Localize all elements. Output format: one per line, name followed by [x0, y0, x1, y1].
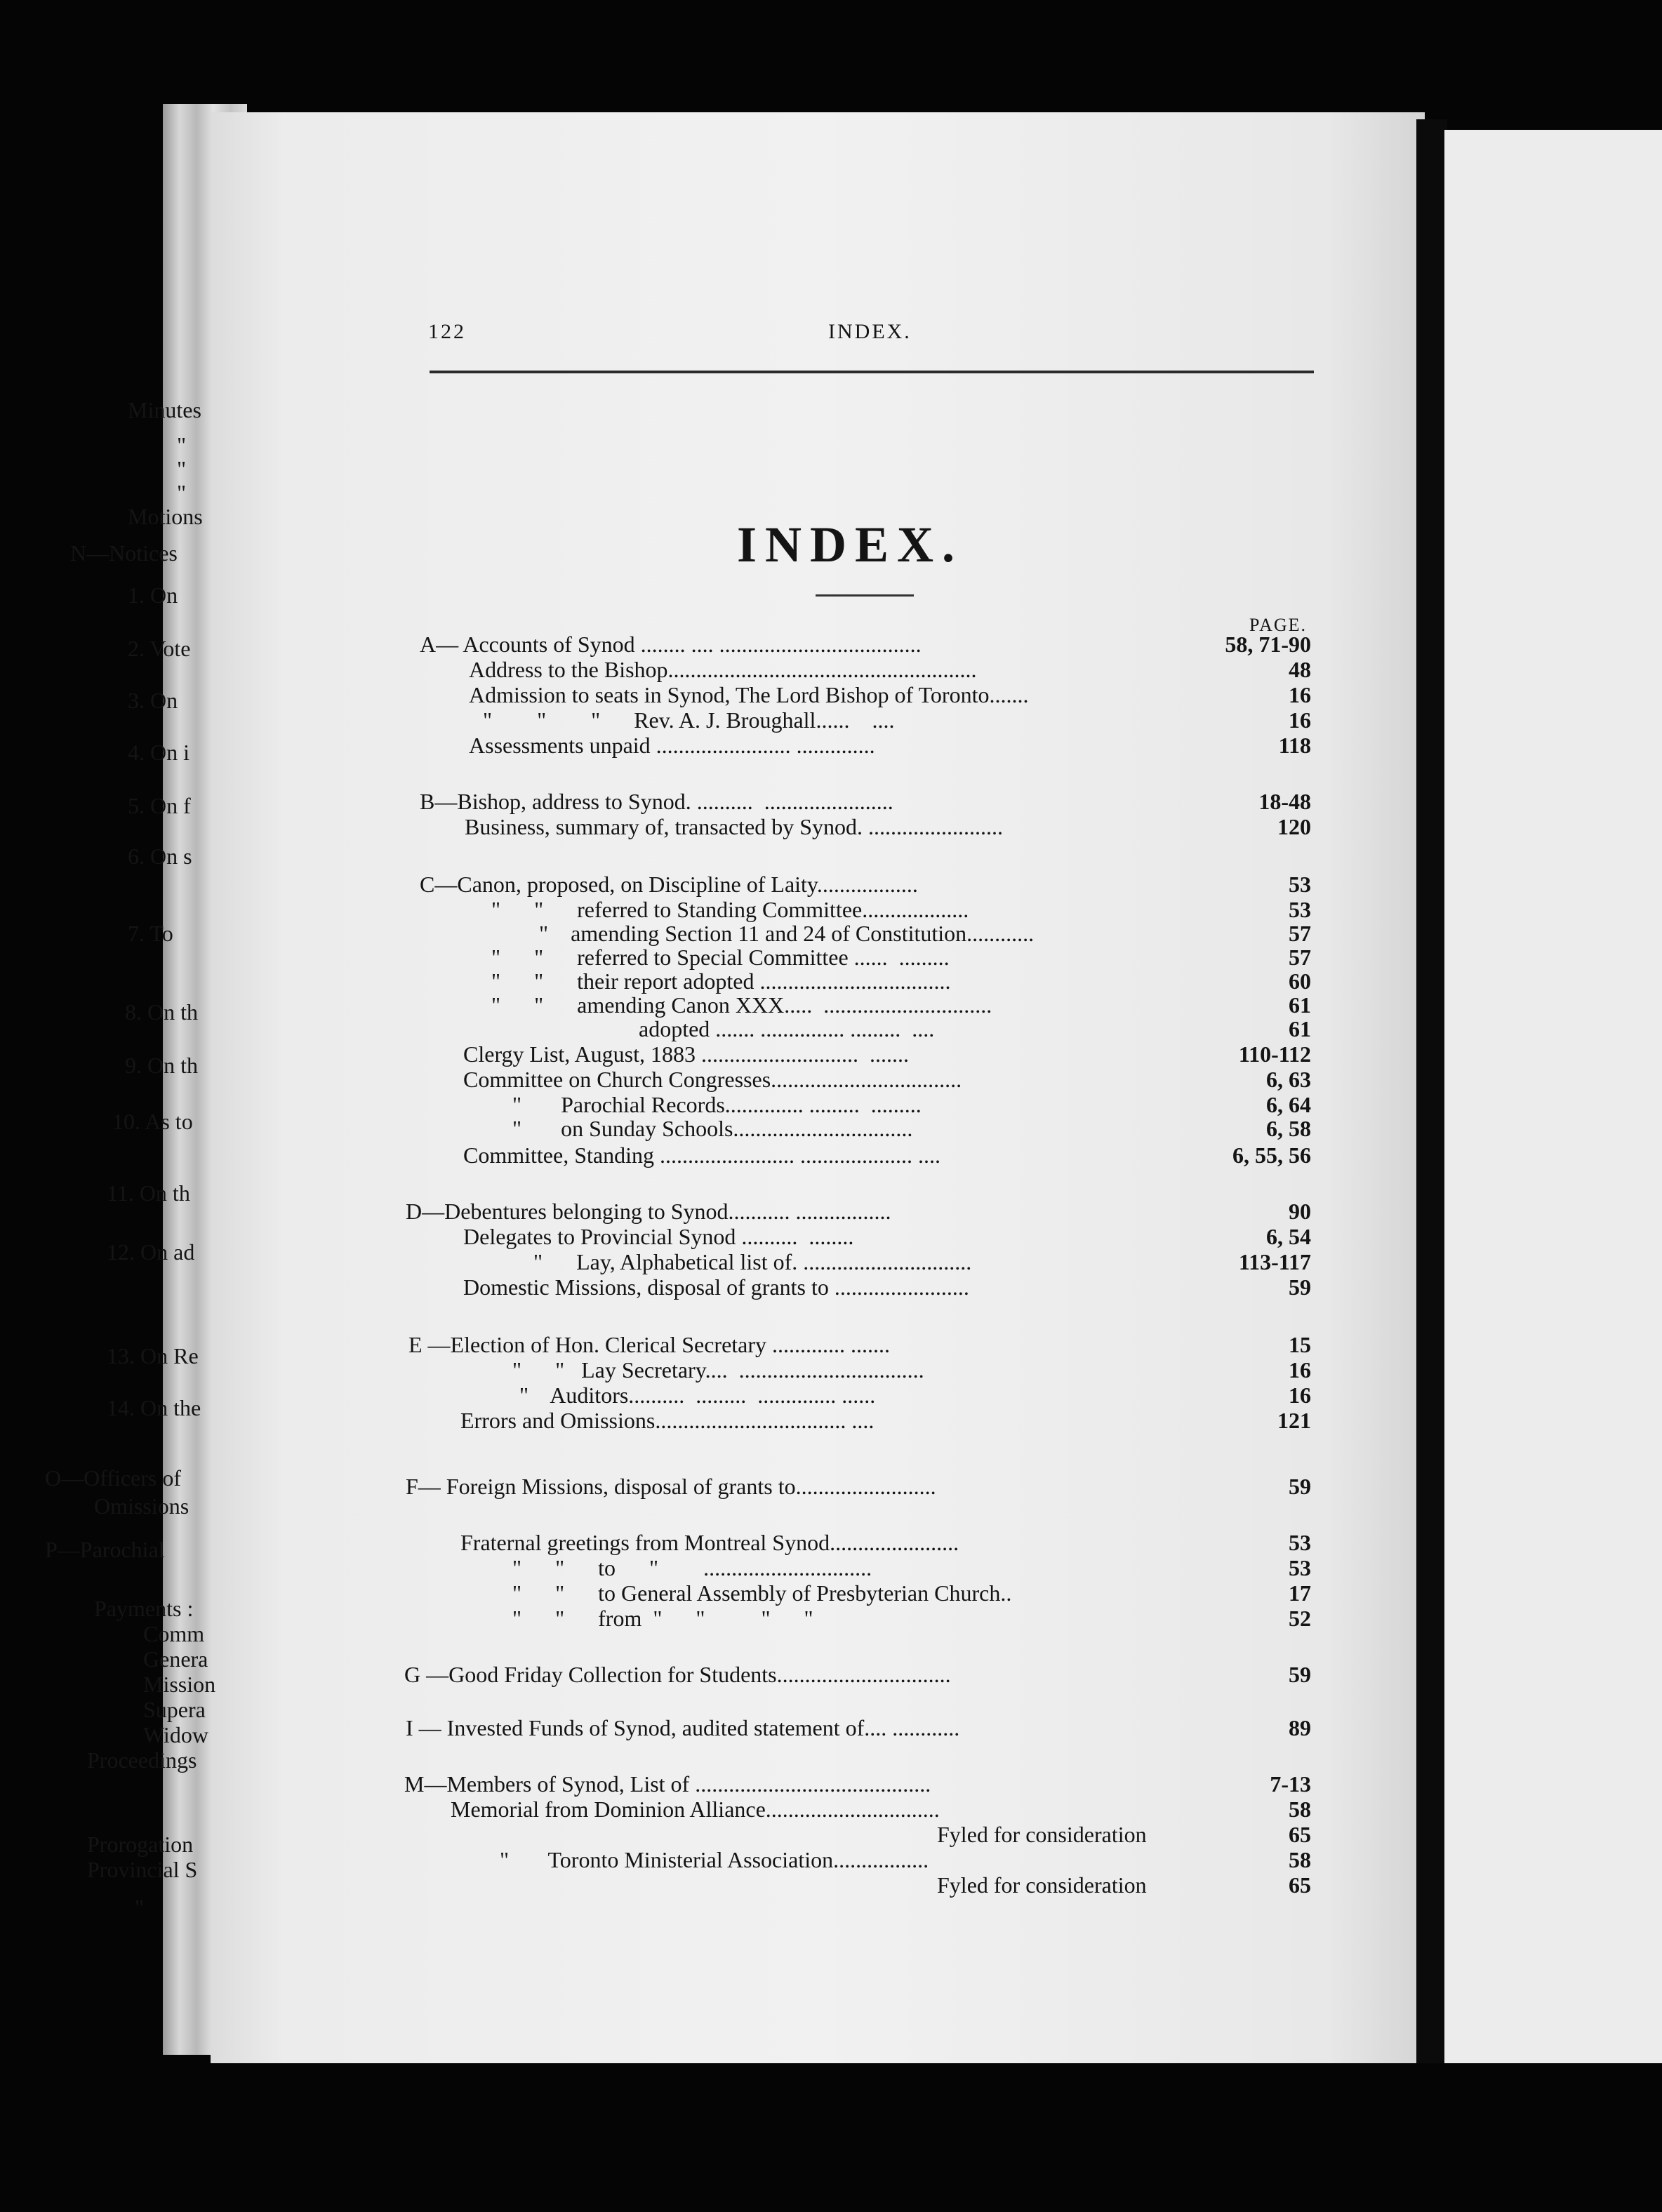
index-entry: " " amending Canon XXX..... ..............................: [491, 992, 992, 1018]
index-entry: G —Good Friday Collection for Students...............................: [404, 1662, 951, 1687]
right-page-entry: 13. On Re: [107, 1343, 199, 1368]
index-page-number: 52: [1289, 1606, 1311, 1631]
index-entry: " Lay, Alphabetical list of. ..............................: [533, 1249, 972, 1274]
index-entry: Admission to seats in Synod, The Lord Bishop of Toronto.......: [469, 682, 1029, 707]
index-entry: " " to General Assembly of Presbyterian Church..: [512, 1580, 1012, 1606]
running-header: [428, 320, 1312, 348]
right-page-entry: Proceedings: [87, 1747, 197, 1773]
index-entry: " Parochial Records.............. ......... .........: [512, 1092, 922, 1117]
right-page-entry: 5. On f: [128, 793, 191, 818]
index-page-number: 53: [1289, 1555, 1311, 1580]
right-page-entry: Prorogation: [87, 1832, 194, 1857]
index-page-number: 58: [1289, 1847, 1311, 1872]
right-page-entry: Omissions: [94, 1493, 190, 1519]
index-page-number: 6, 58: [1266, 1116, 1311, 1141]
index-page-number: 65: [1289, 1822, 1311, 1847]
right-page-entry: Supera: [143, 1697, 206, 1722]
index-entry: Business, summary of, transacted by Synod. ........................: [465, 814, 1004, 839]
index-entry: Errors and Omissions.................................. ....: [460, 1408, 875, 1433]
right-page-entry: Genera: [143, 1646, 208, 1672]
right-page-entry: ": [177, 456, 187, 481]
index-page-number: 53: [1289, 872, 1311, 897]
index-page-number: 61: [1289, 992, 1311, 1018]
index-page-number: 18-48: [1258, 789, 1311, 814]
title-rule: [816, 594, 914, 597]
index-entry: Assessments unpaid ........................ ..............: [469, 733, 875, 758]
page-column-label: PAGE.: [1249, 615, 1308, 635]
index-entry: " Toronto Ministerial Association.................: [500, 1847, 929, 1872]
right-page-entry: O—Officers of: [45, 1465, 182, 1491]
index-entry: " on Sunday Schools................................: [512, 1116, 913, 1141]
right-page-entry: ": [177, 432, 187, 458]
right-page-entry: N—Notices: [70, 540, 178, 566]
index-page-number: 6, 64: [1266, 1092, 1311, 1117]
index-title: INDEX.: [737, 517, 964, 573]
index-entry: M—Members of Synod, List of ..........................................: [404, 1771, 931, 1797]
index-page-number: 59: [1289, 1274, 1311, 1300]
right-page-entry: Minutes: [128, 397, 201, 422]
index-page-number: 59: [1289, 1474, 1311, 1499]
index-page-number: 120: [1277, 814, 1311, 839]
index-page-number: 15: [1289, 1332, 1311, 1357]
index-entry: Domestic Missions, disposal of grants to ........................: [463, 1274, 969, 1300]
right-page-entry: 11. On th: [107, 1180, 190, 1206]
index-entry: Fyled for consideration: [937, 1872, 1147, 1898]
right-page-entry: 3. On: [128, 688, 178, 713]
index-entry: " " to " ..............................: [512, 1555, 872, 1580]
index-page-number: 121: [1277, 1408, 1311, 1433]
index-page-number: 16: [1289, 707, 1311, 733]
right-page-entry: 9. On th: [125, 1053, 198, 1078]
index-entry: B—Bishop, address to Synod. .......... .......................: [420, 789, 893, 814]
right-page-entry: 4. On i: [128, 740, 190, 765]
index-entry: adopted ....... ............... ......... ....: [639, 1016, 935, 1041]
index-entry: E —Election of Hon. Clerical Secretary ............. .......: [408, 1332, 891, 1357]
index-page-number: 57: [1289, 921, 1311, 946]
right-page-entry: Comm: [143, 1621, 205, 1646]
index-page-number: 7-13: [1270, 1771, 1311, 1797]
index-page-number: 65: [1289, 1872, 1311, 1898]
page-number: 122: [428, 320, 466, 343]
right-page-entry: P—Parochial: [45, 1537, 165, 1562]
index-page-number: 48: [1289, 657, 1311, 682]
index-entry: I — Invested Funds of Synod, audited statement of.... ............: [406, 1715, 960, 1740]
right-page-entry: Motions: [128, 504, 203, 529]
index-page-number: 6, 54: [1266, 1224, 1311, 1249]
index-entry: F— Foreign Missions, disposal of grants to.........................: [406, 1474, 936, 1499]
index-page-number: 58, 71-90: [1225, 632, 1311, 657]
index-entry: Clergy List, August, 1883 ............................ .......: [463, 1041, 909, 1067]
index-entry: " " their report adopted ..................................: [491, 968, 951, 994]
index-page-number: 57: [1289, 945, 1311, 970]
right-page: [1444, 130, 1662, 2063]
right-page-entry: 10. As to: [112, 1109, 193, 1134]
index-entry: " " referred to Special Committee ...... .........: [491, 945, 950, 970]
right-page-entry: 7. To: [128, 921, 173, 946]
index-entry: Address to the Bishop.......................................................: [469, 657, 977, 682]
index-entry: " " referred to Standing Committee...................: [491, 897, 969, 922]
right-page-entry: 1. On: [128, 582, 178, 608]
index-entry: " Auditors.......... ......... .............. ......: [519, 1382, 876, 1408]
index-page-number: 58: [1289, 1797, 1311, 1822]
index-page-number: 89: [1289, 1715, 1311, 1740]
right-page-entry: ": [177, 480, 187, 505]
index-page-number: 53: [1289, 897, 1311, 922]
index-page-number: 16: [1289, 682, 1311, 707]
index-page-number: 90: [1289, 1199, 1311, 1224]
right-page-entry: Payments :: [94, 1596, 194, 1621]
right-page-entry: 6. On s: [128, 844, 192, 869]
right-page-entry: Widow: [143, 1722, 208, 1747]
index-page-number: 6, 55, 56: [1232, 1142, 1311, 1168]
right-page-entry: 8. On th: [125, 999, 198, 1025]
index-page-number: 113-117: [1238, 1249, 1311, 1274]
index-entry: " amending Section 11 and 24 of Constitution............: [539, 921, 1035, 946]
index-entry: Fyled for consideration: [937, 1822, 1147, 1847]
index-entry: C—Canon, proposed, on Discipline of Laity..................: [420, 872, 918, 897]
index-page-number: 118: [1278, 733, 1311, 758]
right-page-entry: 14. On the: [107, 1395, 201, 1420]
index-page-number: 60: [1289, 968, 1311, 994]
header-rule: [430, 371, 1314, 373]
index-entry: Committee on Church Congresses..................................: [463, 1067, 962, 1092]
index-entry: Committee, Standing ........................ .................... ....: [463, 1142, 940, 1168]
index-entry: " " from " " " ": [512, 1606, 813, 1631]
right-page-entry: 2. Vote: [128, 636, 191, 661]
right-page-entry: ": [135, 1895, 145, 1920]
right-page-entry: 12. On ad: [107, 1239, 195, 1265]
index-page-number: 16: [1289, 1357, 1311, 1382]
index-entry: D—Debentures belonging to Synod........... .................: [406, 1199, 891, 1224]
index-entry: Fraternal greetings from Montreal Synod.......................: [460, 1530, 959, 1555]
index-page-number: 17: [1289, 1580, 1311, 1606]
index-entry: A— Accounts of Synod ........ .... ....................................: [420, 632, 922, 657]
book-gutter: [1416, 119, 1447, 2063]
index-page-number: 53: [1289, 1530, 1311, 1555]
index-entry: " " Lay Secretary.... .................................: [512, 1357, 924, 1382]
index-entry: Delegates to Provincial Synod .......... ........: [463, 1224, 854, 1249]
index-page-number: 6, 63: [1266, 1067, 1311, 1092]
index-page-number: 61: [1289, 1016, 1311, 1041]
index-entry: " " " Rev. A. J. Broughall...... ....: [483, 707, 895, 733]
index-page-number: 59: [1289, 1662, 1311, 1687]
running-title: INDEX.: [828, 320, 912, 343]
index-page-number: 16: [1289, 1382, 1311, 1408]
index-entry: Memorial from Dominion Alliance...............................: [451, 1797, 940, 1822]
index-page-number: 110-112: [1238, 1041, 1311, 1067]
right-page-entry: Mission: [143, 1672, 216, 1697]
right-page-entry: Provincial S: [87, 1857, 198, 1882]
